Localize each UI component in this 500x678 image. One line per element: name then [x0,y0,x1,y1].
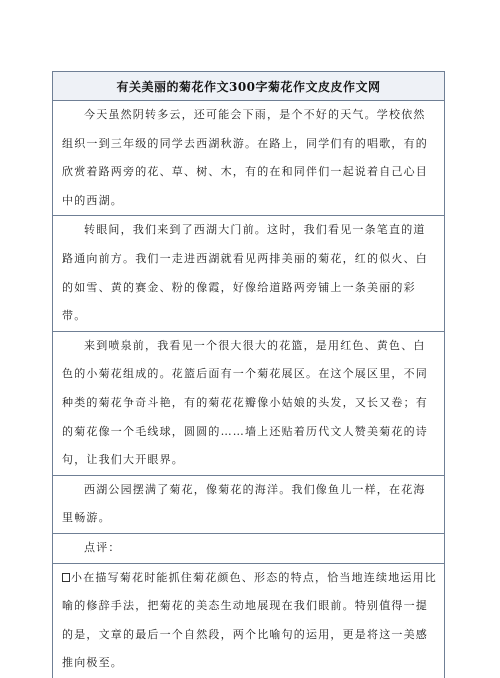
paragraph-3-text: 来到喷泉前，我看见一个很大很大的花篮，是用红色、黄色、白色的小菊花组成的。花篮后面有一个菊花展区。在这个展区里，不同种类的菊花争奇斗艳，有的菊花花瓣像小姑娘的头发，又长又卷；有的菊花像一个毛线球，圆圆的……墙上还贴着历代文人赞美菊花的诗句，让我们大开眼界。 [62,338,428,467]
paragraph-6-text: 小在描写菊花时能抓住菊花颜色、形态的特点，恰当地连续地运用比喻的修辞手法，把菊花的美态生动地展现在我们眼前。特别值得一提的是，文章的最后一个自然段，两个比喻句的运用，更是将这一美感推向极至。 [62,570,437,670]
paragraph-5 [53,534,444,564]
paragraph-2 [53,216,444,331]
paragraph-5-text: 点评： [84,540,121,554]
missing-glyph-box-icon [62,573,70,582]
paragraph-6 [53,564,444,678]
paragraph-1-text: 今天虽然阴转多云，还可能会下雨，是个不好的天气。学校依然组织一到三年级的同学去西湖秋游。在路上，同学们有的唱歌，有的欣赏着路两旁的花、草、树、木，有的在和同伴们一起说着自己心目中的西湖。 [62,108,428,207]
article-table [52,71,445,678]
paragraph-3 [53,332,444,476]
paragraph-1 [53,101,444,216]
paragraph-4 [53,476,444,534]
paragraph-4-text: 西湖公园摆满了菊花，像菊花的海洋。我们像鱼儿一样，在花海里畅游。 [62,482,426,525]
article-title: 有关美丽的菊花作文300字菊花作文皮皮作文网 [53,72,444,101]
paragraph-2-text: 转眼间，我们来到了西湖大门前。这时，我们看见一条笔直的道路通向前方。我们一走进西湖就看见两排美丽的菊花，红的似火、白的如雪、黄的赛金、粉的像霞，好像给道路两旁铺上一条美丽的彩带。 [62,223,428,323]
